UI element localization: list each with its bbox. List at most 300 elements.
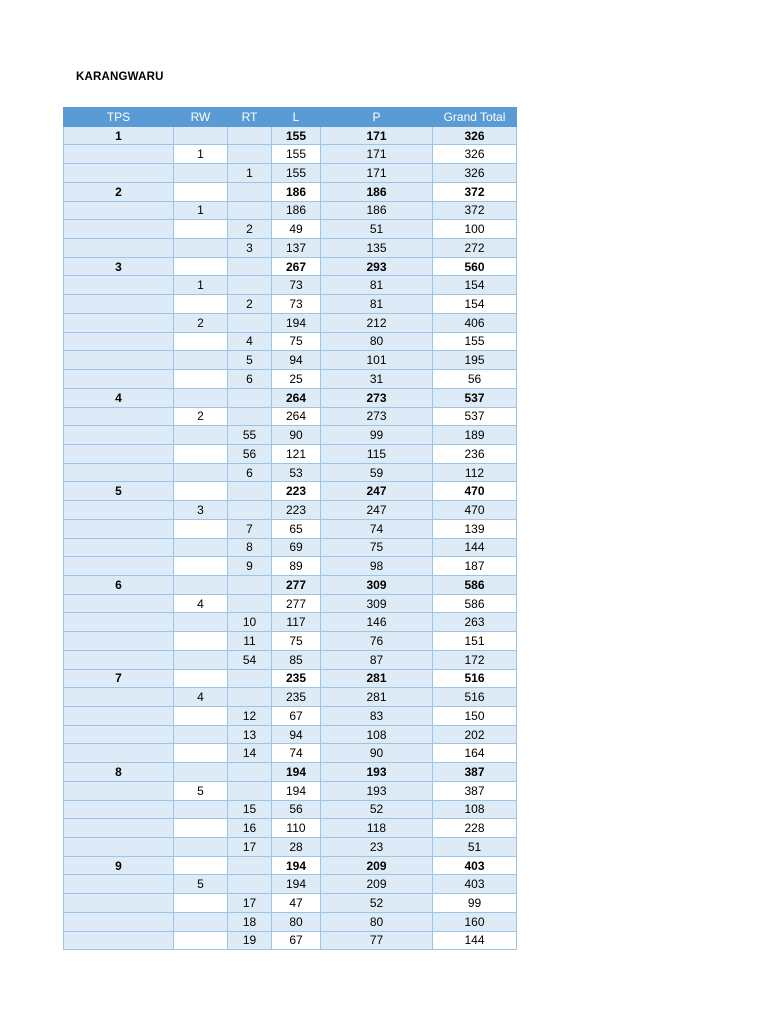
tps-cell [64, 744, 174, 763]
rt-cell: 5 [228, 351, 272, 370]
p-cell: 135 [321, 239, 433, 258]
rw-cell [174, 482, 228, 501]
tps-cell [64, 407, 174, 426]
l-cell: 267 [272, 257, 321, 276]
l-cell: 56 [272, 800, 321, 819]
tps-cell [64, 819, 174, 838]
rw-cell [174, 575, 228, 594]
rt-cell: 18 [228, 912, 272, 931]
table-row [64, 388, 517, 407]
rt-cell: 9 [228, 557, 272, 576]
rw-cell: 1 [174, 276, 228, 295]
p-cell: 59 [321, 463, 433, 482]
rw-cell [174, 388, 228, 407]
l-cell: 69 [272, 538, 321, 557]
p-cell: 75 [321, 538, 433, 557]
grand-total-cell: 272 [433, 239, 517, 258]
p-cell: 80 [321, 332, 433, 351]
table-row [64, 725, 517, 744]
grand-total-cell: 202 [433, 725, 517, 744]
table-row [64, 276, 517, 295]
grand-total-cell: 403 [433, 856, 517, 875]
rw-cell [174, 463, 228, 482]
table-row [64, 912, 517, 931]
table-row [64, 594, 517, 613]
grand-total-cell: 403 [433, 875, 517, 894]
tps-cell [64, 276, 174, 295]
grand-total-cell: 586 [433, 575, 517, 594]
grand-total-cell: 516 [433, 669, 517, 688]
tps-cell [64, 332, 174, 351]
p-cell: 99 [321, 426, 433, 445]
l-cell: 264 [272, 407, 321, 426]
rw-cell: 3 [174, 501, 228, 520]
p-cell: 186 [321, 201, 433, 220]
l-cell: 74 [272, 744, 321, 763]
column-header-tps: TPS [64, 108, 174, 127]
rw-cell [174, 239, 228, 258]
table-row [64, 257, 517, 276]
rt-cell: 56 [228, 444, 272, 463]
rt-cell: 4 [228, 332, 272, 351]
l-cell: 53 [272, 463, 321, 482]
table-row [64, 800, 517, 819]
p-cell: 212 [321, 313, 433, 332]
tps-cell [64, 875, 174, 894]
p-cell: 108 [321, 725, 433, 744]
table-row [64, 613, 517, 632]
grand-total-cell: 56 [433, 370, 517, 389]
tps-cell: 5 [64, 482, 174, 501]
tps-cell [64, 632, 174, 651]
table-row [64, 482, 517, 501]
l-cell: 67 [272, 931, 321, 950]
p-cell: 81 [321, 276, 433, 295]
tps-cell [64, 501, 174, 520]
pivot-table [63, 107, 517, 950]
rw-cell: 5 [174, 875, 228, 894]
grand-total-cell: 154 [433, 295, 517, 314]
grand-total-cell: 406 [433, 313, 517, 332]
l-cell: 186 [272, 182, 321, 201]
rw-cell [174, 912, 228, 931]
rw-cell [174, 557, 228, 576]
table-row [64, 707, 517, 726]
grand-total-cell: 100 [433, 220, 517, 239]
p-cell: 186 [321, 182, 433, 201]
p-cell: 83 [321, 707, 433, 726]
rt-cell [228, 313, 272, 332]
p-cell: 171 [321, 145, 433, 164]
tps-cell [64, 838, 174, 857]
rt-cell [228, 276, 272, 295]
grand-total-cell: 108 [433, 800, 517, 819]
l-cell: 117 [272, 613, 321, 632]
tps-cell: 1 [64, 126, 174, 145]
grand-total-cell: 164 [433, 744, 517, 763]
rw-cell [174, 126, 228, 145]
tps-cell [64, 688, 174, 707]
rw-cell: 4 [174, 594, 228, 613]
p-cell: 209 [321, 856, 433, 875]
rw-cell [174, 370, 228, 389]
table-row [64, 819, 517, 838]
rt-cell: 15 [228, 800, 272, 819]
p-cell: 77 [321, 931, 433, 950]
p-cell: 81 [321, 295, 433, 314]
grand-total-cell: 372 [433, 201, 517, 220]
grand-total-cell: 139 [433, 519, 517, 538]
column-header-grand-total: Grand Total [433, 108, 517, 127]
tps-cell: 7 [64, 669, 174, 688]
rw-cell [174, 164, 228, 183]
table-row [64, 650, 517, 669]
rw-cell [174, 220, 228, 239]
p-cell: 193 [321, 781, 433, 800]
l-cell: 186 [272, 201, 321, 220]
table-row [64, 351, 517, 370]
table-row [64, 744, 517, 763]
grand-total-cell: 154 [433, 276, 517, 295]
rw-cell [174, 613, 228, 632]
tps-cell [64, 707, 174, 726]
p-cell: 115 [321, 444, 433, 463]
grand-total-cell: 189 [433, 426, 517, 445]
grand-total-cell: 537 [433, 388, 517, 407]
rt-cell: 7 [228, 519, 272, 538]
tps-cell [64, 557, 174, 576]
rt-cell [228, 182, 272, 201]
p-cell: 101 [321, 351, 433, 370]
rt-cell: 13 [228, 725, 272, 744]
l-cell: 49 [272, 220, 321, 239]
p-cell: 171 [321, 126, 433, 145]
tps-cell: 6 [64, 575, 174, 594]
column-header-p: P [321, 108, 433, 127]
l-cell: 155 [272, 126, 321, 145]
l-cell: 85 [272, 650, 321, 669]
table-body [64, 126, 517, 950]
tps-cell [64, 239, 174, 258]
grand-total-cell: 560 [433, 257, 517, 276]
table-row [64, 557, 517, 576]
rt-cell: 2 [228, 295, 272, 314]
rt-cell [228, 257, 272, 276]
grand-total-cell: 470 [433, 501, 517, 520]
tps-cell: 2 [64, 182, 174, 201]
l-cell: 47 [272, 894, 321, 913]
tps-cell [64, 351, 174, 370]
rt-cell [228, 875, 272, 894]
tps-cell: 3 [64, 257, 174, 276]
table-row [64, 838, 517, 857]
grand-total-cell: 155 [433, 332, 517, 351]
rw-cell: 2 [174, 313, 228, 332]
table-row [64, 894, 517, 913]
table-row [64, 295, 517, 314]
rt-cell: 12 [228, 707, 272, 726]
table-row [64, 575, 517, 594]
l-cell: 194 [272, 875, 321, 894]
grand-total-cell: 112 [433, 463, 517, 482]
tps-cell [64, 594, 174, 613]
p-cell: 87 [321, 650, 433, 669]
l-cell: 94 [272, 725, 321, 744]
p-cell: 273 [321, 407, 433, 426]
grand-total-cell: 326 [433, 126, 517, 145]
grand-total-cell: 586 [433, 594, 517, 613]
p-cell: 247 [321, 501, 433, 520]
page-title: KARANGWARU [76, 71, 164, 83]
column-header-l: L [272, 108, 321, 127]
tps-cell [64, 370, 174, 389]
rt-cell: 14 [228, 744, 272, 763]
p-cell: 80 [321, 912, 433, 931]
p-cell: 51 [321, 220, 433, 239]
rt-cell [228, 575, 272, 594]
table-row [64, 781, 517, 800]
grand-total-cell: 144 [433, 538, 517, 557]
rt-cell: 3 [228, 239, 272, 258]
grand-total-cell: 160 [433, 912, 517, 931]
p-cell: 98 [321, 557, 433, 576]
rt-cell [228, 688, 272, 707]
column-header-rt: RT [228, 108, 272, 127]
table-row [64, 875, 517, 894]
rw-cell [174, 519, 228, 538]
rt-cell [228, 594, 272, 613]
grand-total-cell: 326 [433, 145, 517, 164]
tps-cell [64, 894, 174, 913]
l-cell: 194 [272, 313, 321, 332]
grand-total-cell: 263 [433, 613, 517, 632]
table-row [64, 688, 517, 707]
rw-cell [174, 351, 228, 370]
grand-total-cell: 228 [433, 819, 517, 838]
l-cell: 223 [272, 482, 321, 501]
tps-cell [64, 220, 174, 239]
grand-total-cell: 236 [433, 444, 517, 463]
l-cell: 155 [272, 164, 321, 183]
grand-total-cell: 387 [433, 763, 517, 782]
p-cell: 247 [321, 482, 433, 501]
table-row [64, 370, 517, 389]
table-row [64, 426, 517, 445]
rt-cell: 54 [228, 650, 272, 669]
rw-cell [174, 444, 228, 463]
grand-total-cell: 195 [433, 351, 517, 370]
tps-cell: 4 [64, 388, 174, 407]
l-cell: 73 [272, 295, 321, 314]
l-cell: 28 [272, 838, 321, 857]
tps-cell [64, 444, 174, 463]
rt-cell: 8 [228, 538, 272, 557]
table-row [64, 501, 517, 520]
l-cell: 73 [272, 276, 321, 295]
l-cell: 67 [272, 707, 321, 726]
table-row [64, 669, 517, 688]
rt-cell: 55 [228, 426, 272, 445]
rw-cell [174, 182, 228, 201]
rw-cell [174, 856, 228, 875]
rw-cell [174, 838, 228, 857]
rw-cell [174, 744, 228, 763]
tps-cell [64, 725, 174, 744]
tps-cell [64, 463, 174, 482]
l-cell: 235 [272, 688, 321, 707]
header-row [64, 108, 517, 127]
grand-total-cell: 326 [433, 164, 517, 183]
rt-cell: 16 [228, 819, 272, 838]
rt-cell [228, 126, 272, 145]
rt-cell [228, 201, 272, 220]
rw-cell [174, 332, 228, 351]
rt-cell: 17 [228, 894, 272, 913]
table-row [64, 239, 517, 258]
tps-cell [64, 931, 174, 950]
rw-cell: 4 [174, 688, 228, 707]
rw-cell: 2 [174, 407, 228, 426]
tps-cell: 9 [64, 856, 174, 875]
table-row [64, 313, 517, 332]
grand-total-cell: 144 [433, 931, 517, 950]
rw-cell [174, 669, 228, 688]
grand-total-cell: 516 [433, 688, 517, 707]
tps-cell [64, 912, 174, 931]
rw-cell [174, 538, 228, 557]
rw-cell [174, 725, 228, 744]
p-cell: 76 [321, 632, 433, 651]
p-cell: 193 [321, 763, 433, 782]
p-cell: 146 [321, 613, 433, 632]
rw-cell: 1 [174, 145, 228, 164]
p-cell: 23 [321, 838, 433, 857]
l-cell: 277 [272, 575, 321, 594]
tps-cell [64, 519, 174, 538]
rt-cell: 2 [228, 220, 272, 239]
rt-cell [228, 501, 272, 520]
tps-cell [64, 164, 174, 183]
table-row [64, 856, 517, 875]
tps-cell [64, 538, 174, 557]
l-cell: 194 [272, 763, 321, 782]
l-cell: 235 [272, 669, 321, 688]
table-row [64, 126, 517, 145]
table-row [64, 182, 517, 201]
rw-cell [174, 819, 228, 838]
grand-total-cell: 537 [433, 407, 517, 426]
grand-total-cell: 470 [433, 482, 517, 501]
rt-cell [228, 407, 272, 426]
rw-cell [174, 800, 228, 819]
l-cell: 137 [272, 239, 321, 258]
p-cell: 171 [321, 164, 433, 183]
rw-cell [174, 894, 228, 913]
p-cell: 293 [321, 257, 433, 276]
table-row [64, 463, 517, 482]
l-cell: 121 [272, 444, 321, 463]
tps-cell [64, 295, 174, 314]
rw-cell [174, 931, 228, 950]
l-cell: 277 [272, 594, 321, 613]
rt-cell [228, 763, 272, 782]
table-row [64, 519, 517, 538]
l-cell: 75 [272, 632, 321, 651]
p-cell: 31 [321, 370, 433, 389]
grand-total-cell: 150 [433, 707, 517, 726]
l-cell: 90 [272, 426, 321, 445]
tps-cell [64, 145, 174, 164]
rt-cell [228, 856, 272, 875]
p-cell: 74 [321, 519, 433, 538]
rw-cell [174, 257, 228, 276]
rt-cell: 19 [228, 931, 272, 950]
tps-cell [64, 613, 174, 632]
rt-cell: 11 [228, 632, 272, 651]
rw-cell [174, 426, 228, 445]
tps-cell [64, 201, 174, 220]
l-cell: 80 [272, 912, 321, 931]
tps-cell [64, 800, 174, 819]
table-row [64, 931, 517, 950]
l-cell: 110 [272, 819, 321, 838]
p-cell: 52 [321, 894, 433, 913]
p-cell: 281 [321, 669, 433, 688]
table-row [64, 632, 517, 651]
grand-total-cell: 372 [433, 182, 517, 201]
tps-cell [64, 650, 174, 669]
tps-cell [64, 781, 174, 800]
grand-total-cell: 187 [433, 557, 517, 576]
tps-cell [64, 426, 174, 445]
rt-cell [228, 669, 272, 688]
p-cell: 309 [321, 594, 433, 613]
p-cell: 209 [321, 875, 433, 894]
rw-cell [174, 763, 228, 782]
table-row [64, 145, 517, 164]
rt-cell [228, 781, 272, 800]
table-row [64, 763, 517, 782]
tps-cell [64, 313, 174, 332]
rw-cell [174, 295, 228, 314]
rw-cell: 5 [174, 781, 228, 800]
l-cell: 194 [272, 856, 321, 875]
rt-cell: 1 [228, 164, 272, 183]
l-cell: 25 [272, 370, 321, 389]
grand-total-cell: 51 [433, 838, 517, 857]
grand-total-cell: 99 [433, 894, 517, 913]
table-row [64, 332, 517, 351]
l-cell: 75 [272, 332, 321, 351]
table-row [64, 220, 517, 239]
rt-cell: 10 [228, 613, 272, 632]
l-cell: 194 [272, 781, 321, 800]
l-cell: 223 [272, 501, 321, 520]
rt-cell [228, 145, 272, 164]
rw-cell [174, 707, 228, 726]
rw-cell [174, 650, 228, 669]
p-cell: 52 [321, 800, 433, 819]
rw-cell: 1 [174, 201, 228, 220]
rt-cell: 6 [228, 463, 272, 482]
grand-total-cell: 387 [433, 781, 517, 800]
grand-total-cell: 172 [433, 650, 517, 669]
p-cell: 90 [321, 744, 433, 763]
p-cell: 309 [321, 575, 433, 594]
l-cell: 65 [272, 519, 321, 538]
table-row [64, 201, 517, 220]
table-row [64, 407, 517, 426]
